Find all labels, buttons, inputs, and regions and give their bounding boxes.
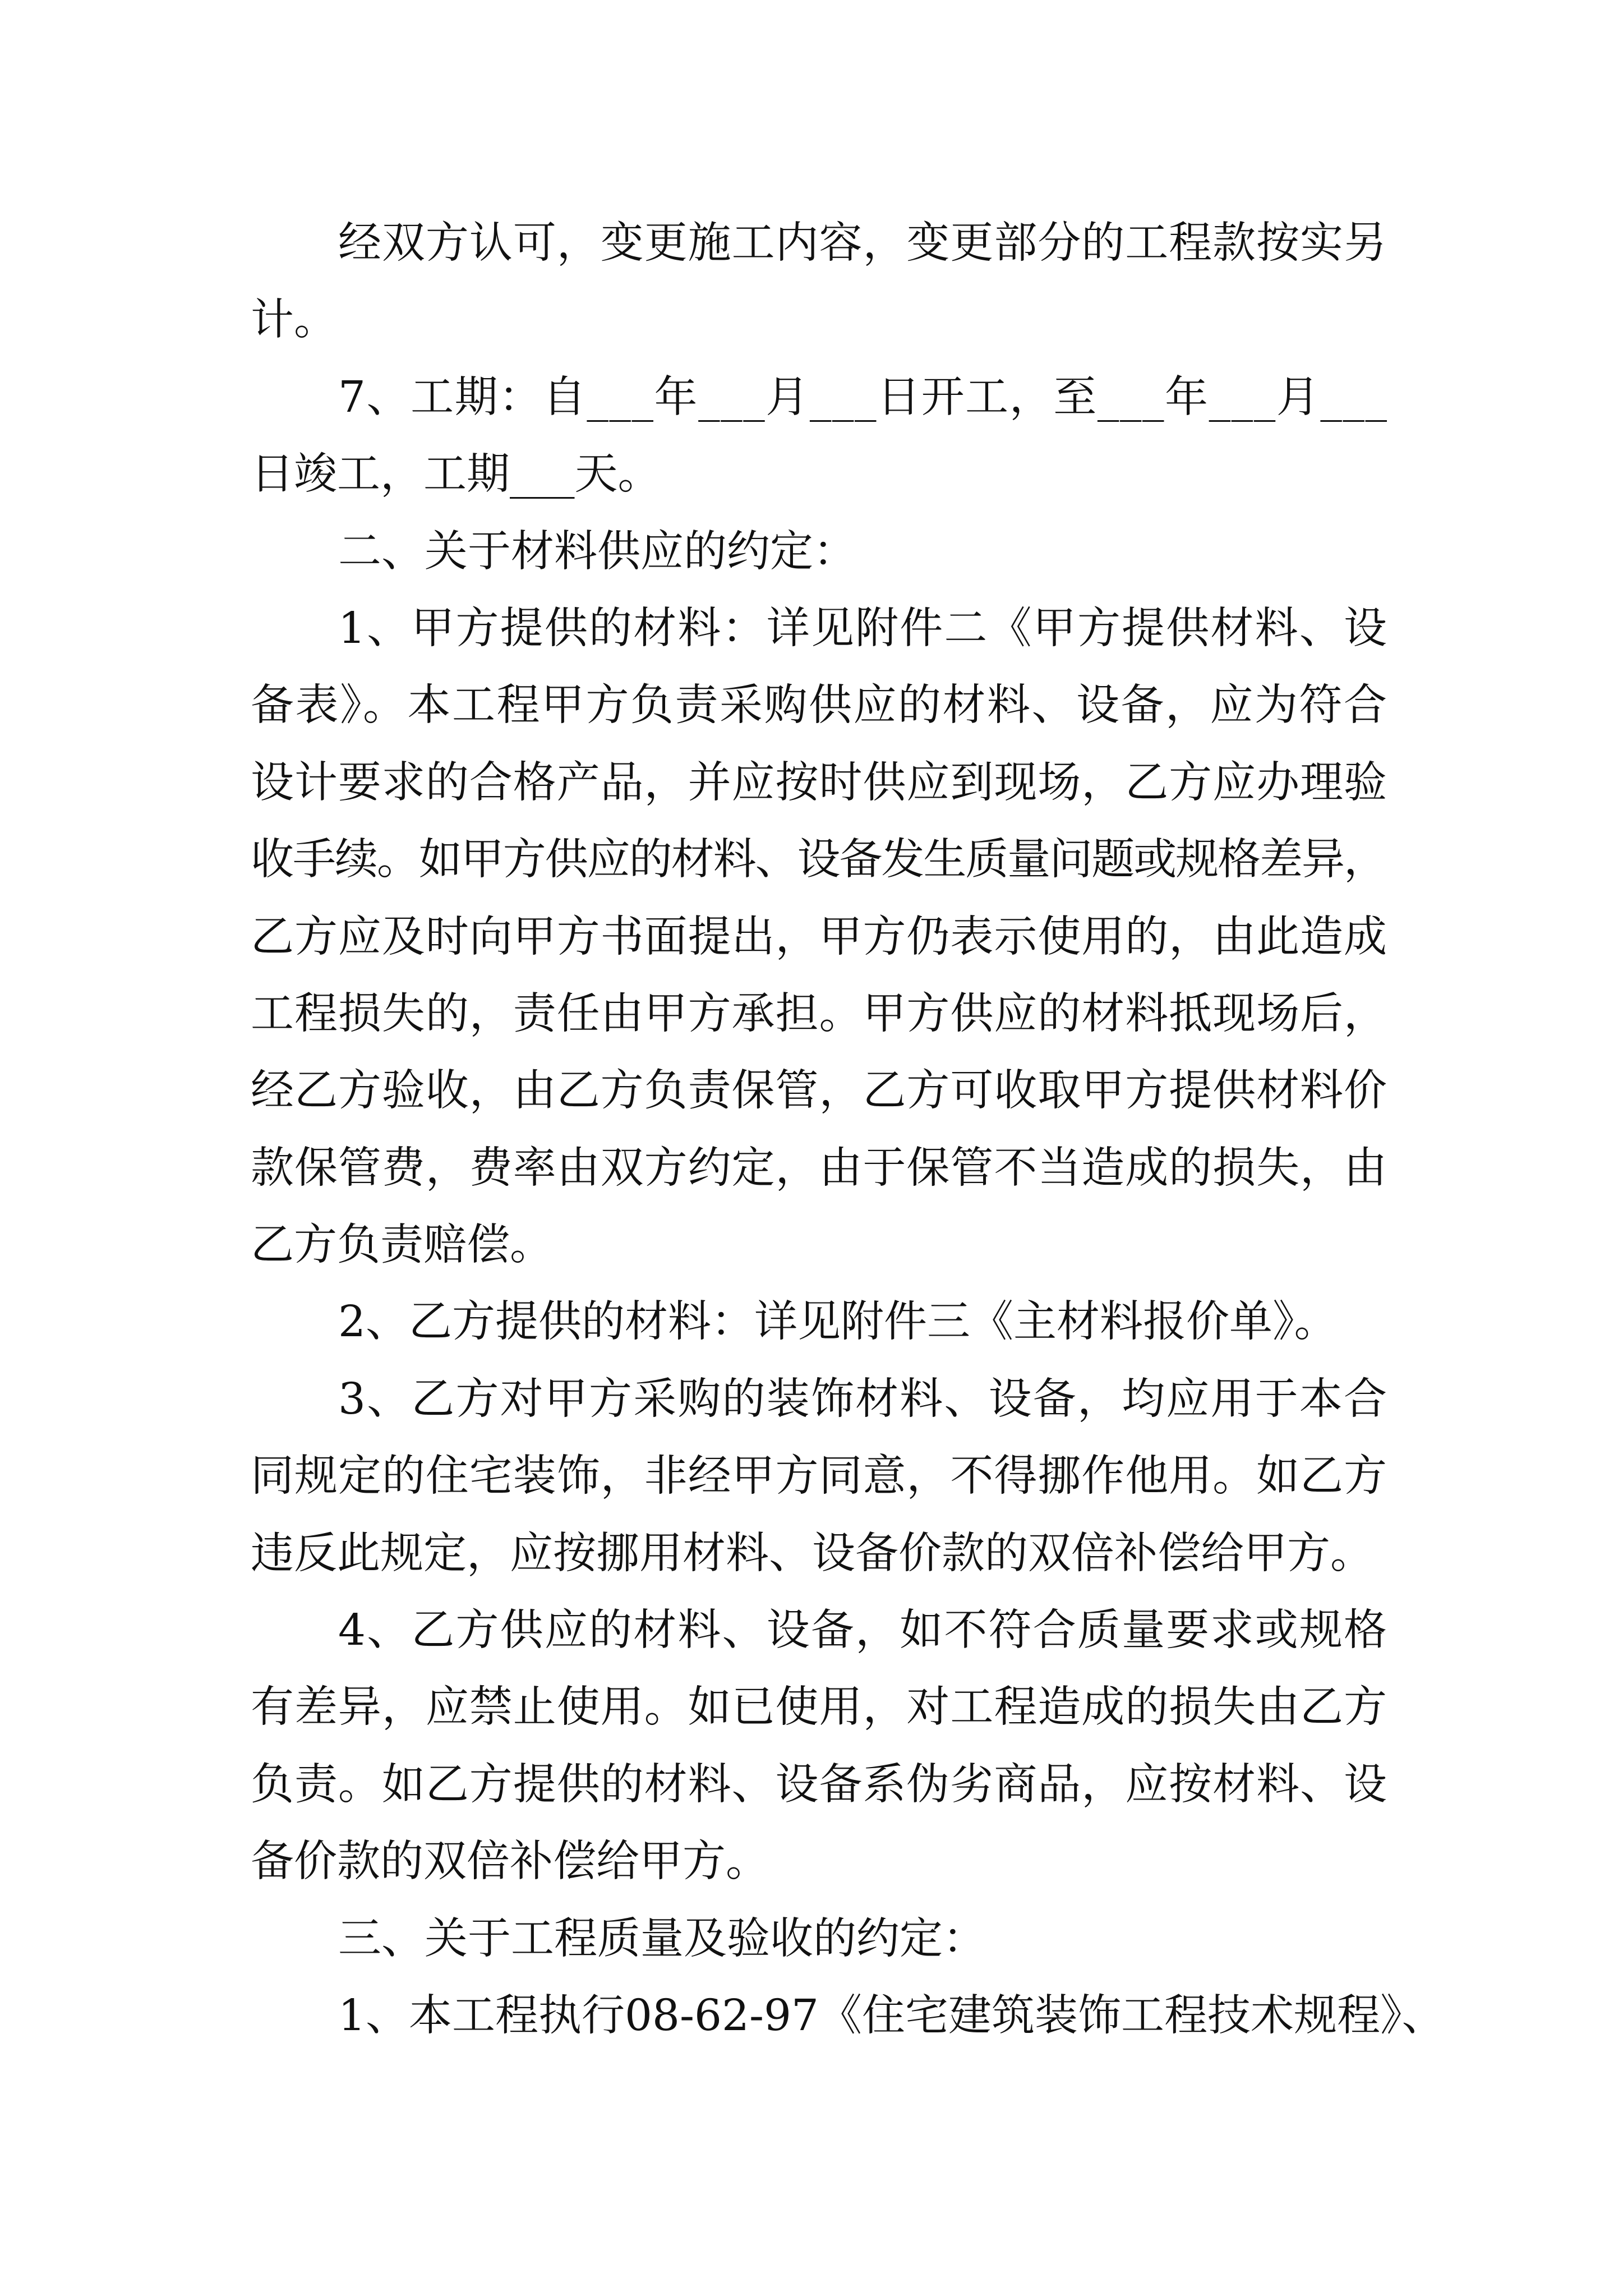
text-line	[251, 590, 1387, 667]
text-line	[251, 821, 1387, 898]
text-line	[251, 1207, 1387, 1283]
text-line	[251, 1592, 1387, 1669]
text-line	[251, 667, 1387, 744]
section-heading: 三、关于工程质量及验收的约定：	[338, 1913, 986, 1964]
paragraph-standards	[251, 1977, 1445, 2054]
text-line	[251, 1361, 1387, 1438]
paragraph-material-use	[251, 1361, 1387, 1592]
text-line	[251, 1901, 1387, 1977]
text-line-content: 3、乙方对甲方采购的装饰材料、设备，均应用于本合	[338, 1374, 1389, 1424]
section-heading-quality	[251, 1901, 1387, 1977]
paragraph-material-quality	[251, 1592, 1387, 1901]
text-line-content: 工程损失的，责任由甲方承担。甲方供应的材料抵现场后，	[251, 988, 1387, 1039]
section-heading-materials	[251, 513, 1387, 590]
text-line	[251, 282, 1387, 358]
text-line-content: 款保管费，费率由双方约定，由于保管不当造成的损失，由	[251, 1143, 1387, 1193]
text-line	[251, 513, 1387, 590]
text-line	[251, 1746, 1387, 1823]
text-line-content: 4、乙方供应的材料、设备，如不符合质量要求或规格	[338, 1605, 1389, 1656]
text-line	[251, 1438, 1387, 1515]
text-line	[251, 1283, 1387, 1360]
text-line-content: 1、本工程执行08-62-97《住宅建筑装饰工程技术规程》、	[338, 1990, 1445, 2041]
text-line-content: 备表》。本工程甲方负责采购供应的材料、设备，应为符合	[251, 680, 1389, 731]
document-body	[251, 205, 1445, 2054]
text-line	[251, 1977, 1445, 2054]
text-line-content: 备价款的双倍补偿给甲方。	[251, 1837, 769, 1887]
text-line-content: 设计要求的合格产品，并应按时供应到现场，乙方应办理验	[251, 757, 1387, 808]
text-line-content: 日竣工，工期___天。	[251, 449, 661, 500]
text-line-content: 1、甲方提供的材料：详见附件二《甲方提供材料、设	[338, 603, 1389, 654]
paragraph-change-terms	[251, 205, 1387, 359]
paragraph-party-b-materials	[251, 1283, 1387, 1360]
paragraph-party-a-materials	[251, 590, 1387, 1284]
text-line	[251, 1130, 1387, 1207]
text-line-content: 有差异，应禁止使用。如已使用，对工程造成的损失由乙方	[251, 1682, 1387, 1733]
text-line	[251, 1515, 1387, 1592]
text-line-content: 乙方负责赔偿。	[251, 1220, 553, 1271]
text-line-content: 计。	[251, 295, 337, 346]
text-line-content: 收手续。如甲方供应的材料、设备发生质量问题或规格差异，	[251, 835, 1386, 885]
text-line	[251, 1669, 1387, 1746]
text-line-content: 经乙方验收，由乙方负责保管，乙方可收取甲方提供材料价	[251, 1066, 1387, 1116]
text-line	[251, 899, 1387, 976]
text-line	[251, 205, 1387, 282]
section-heading: 二、关于材料供应的约定：	[338, 526, 856, 577]
text-line	[251, 744, 1387, 821]
text-line-content: 7、工期：自___年___月___日开工，至___年___月___	[338, 372, 1388, 422]
text-line	[251, 436, 1387, 513]
text-line-content: 2、乙方提供的材料：详见附件三《主材料报价单》。	[338, 1297, 1338, 1347]
text-line-content: 乙方应及时向甲方书面提出，甲方仍表示使用的，由此造成	[251, 912, 1387, 962]
text-line-content: 违反此规定，应按挪用材料、设备价款的双倍补偿给甲方。	[251, 1528, 1373, 1579]
text-line	[251, 976, 1387, 1052]
text-line	[251, 1052, 1387, 1129]
text-line	[251, 1823, 1387, 1900]
text-line	[251, 359, 1387, 436]
text-line-content: 同规定的住宅装饰，非经甲方同意，不得挪作他用。如乙方	[251, 1451, 1387, 1502]
text-line-content: 经双方认可，变更施工内容，变更部分的工程款按实另	[338, 218, 1387, 268]
paragraph-construction-period	[251, 359, 1387, 513]
text-line-content: 负责。如乙方提供的材料、设备系伪劣商品，应按材料、设	[251, 1759, 1387, 1810]
